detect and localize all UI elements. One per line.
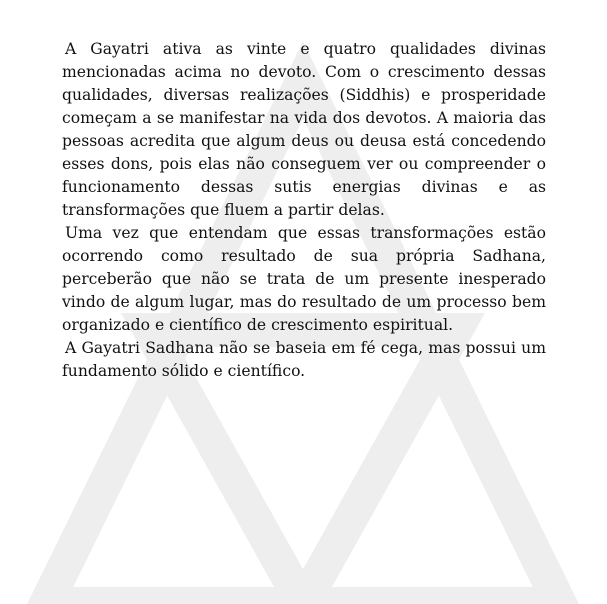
body-text <box>62 38 546 383</box>
paragraph-1: A Gayatri ativa as vinte e quatro qualidades divinas mencionadas acima no devoto. Com o crescimento dessas qualidades, diversas realizações (Siddhis) e prosperidade começam a se manifestar na vida dos devotos. A maioria das pessoas acredita que algum deus ou deusa está concedendo esses dons, pois elas não conseguem ver ou compreender o funcionamento dessas sutis energias divinas e as transformações que fluem a partir delas. <box>62 40 546 219</box>
paragraph-2: Uma vez que entendam que essas transformações estão ocorrendo como resultado de sua própria Sadhana, perceberão que não se trata de um presente inesperado vindo de algum lugar, mas do resultado de um processo bem organizado e científico de crescimento espiritual. <box>62 224 546 334</box>
paragraph-3: A Gayatri Sadhana não se baseia em fé cega, mas possui um fundamento sólido e científico. <box>62 339 546 380</box>
